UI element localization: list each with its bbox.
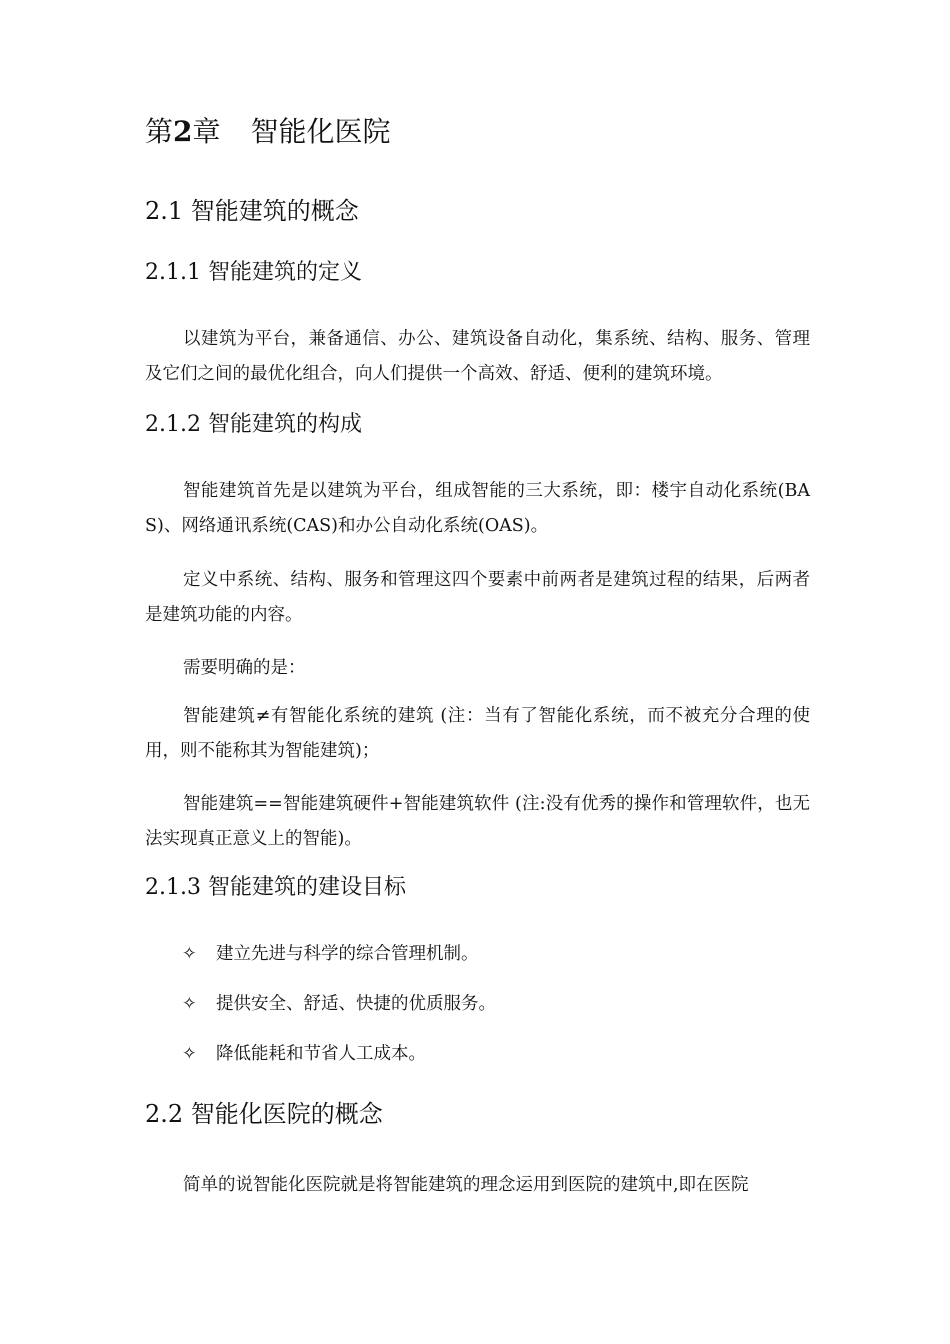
goal-text: 提供安全、舒适、快捷的优质服务。 [216,994,496,1014]
goal-text: 降低能耗和节省人工成本。 [216,1044,426,1064]
equation-paragraph: 智能建筑==智能建筑硬件+智能建筑软件 (注:没有优秀的操作和管理软件，也无法实现真正意义上的智能)。 [145,794,810,849]
diamond-star-icon: ✧ [182,994,197,1014]
hospital-concept-paragraph: 简单的说智能化医院就是将智能建筑的理念运用到医院的建筑中,即在医院 [183,1175,749,1195]
goal-list-item [182,939,479,969]
goal-text: 建立先进与科学的综合管理机制。 [216,944,479,964]
section-heading-2-2: 2.2 智能化医院的概念 [145,1100,383,1128]
definition-paragraph: 以建筑为平台，兼备通信、办公、建筑设备自动化，集系统、结构、服务、管理及它们之间的最优化组合，向人们提供一个高效、舒适、便利的建筑环境。 [145,329,810,384]
chapter-prefix: 第 [145,115,174,148]
chapter-number-digit: 2 [173,115,193,148]
diamond-star-icon: ✧ [182,1044,197,1064]
subsection-heading-2-1-2: 2.1.2 智能建筑的构成 [145,412,362,437]
section-heading-2-1: 2.1 智能建筑的概念 [145,197,359,225]
chapter-number [145,115,221,148]
chapter-title [145,112,810,152]
subsection-heading-2-1-1: 2.1.1 智能建筑的定义 [145,260,362,285]
goal-list-item [182,1039,426,1069]
inequality-paragraph: 智能建筑≠有智能化系统的建筑 (注：当有了智能化系统，而不被充分合理的使用，则不能称其为智能建筑)； [145,706,810,761]
clarification-paragraph: 需要明确的是： [183,658,306,678]
diamond-star-icon: ✧ [182,944,197,964]
chapter-name: 智能化医院 [250,115,391,148]
goal-list-item [182,989,496,1019]
chapter-suffix: 章 [192,115,221,148]
elements-paragraph: 定义中系统、结构、服务和管理这四个要素中前两者是建筑过程的结果，后两者是建筑功能的内容。 [145,570,810,625]
subsection-heading-2-1-3: 2.1.3 智能建筑的建设目标 [145,875,406,900]
composition-paragraph: 智能建筑首先是以建筑为平台，组成智能的三大系统，即：楼宇自动化系统(BAS)、网络通讯系统(CAS)和办公自动化系统(OAS)。 [145,481,810,536]
